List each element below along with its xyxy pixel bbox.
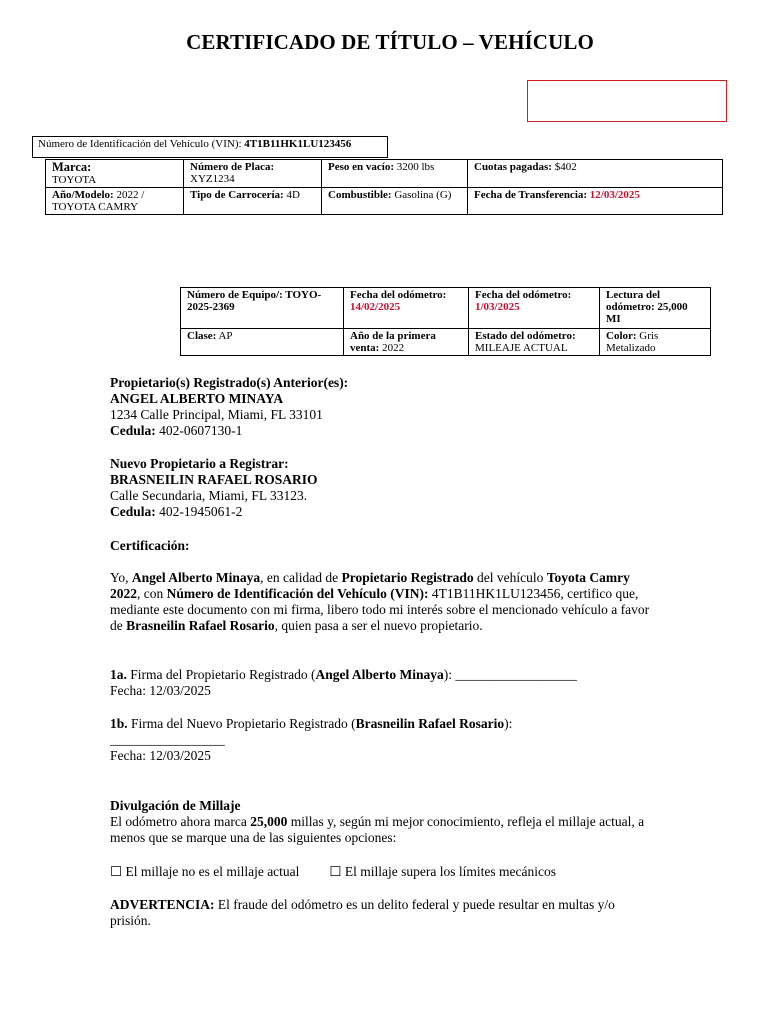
mileage-option-exceeds-limits[interactable]: ☐ El millaje supera los límites mecánicos [329, 864, 556, 879]
transferencia-cell [468, 188, 723, 215]
table-row [181, 288, 711, 329]
sig2-text: Firma del Nuevo Propietario Registrado ( [131, 716, 356, 731]
estado-cell [469, 329, 600, 356]
clase-value: AP [218, 330, 233, 342]
primera-venta-value: 2022 [382, 342, 405, 354]
sig2-date: Fecha: 12/03/2025 [110, 748, 211, 763]
new-owner-address: Calle Secundaria, Miami, FL 33123. [110, 488, 308, 503]
sig1-text: Firma del Propietario Registrado ( [130, 667, 316, 682]
carroceria-label: Tipo de Carrocería: [190, 189, 284, 201]
new-owner-section [110, 456, 655, 520]
peso-cell [322, 160, 468, 188]
new-owner-cedula: 402-1945061-2 [159, 504, 243, 519]
cert-text: , con [137, 586, 164, 601]
cert-text: 4T1B11HK1LU123456, certifico que, mediante este documento con mi firma, libero todo mi interés sobre el mencionado vehículo a favor de [110, 586, 650, 633]
marca-value: TOYOTA [52, 174, 97, 186]
cert-text: , en calidad de [260, 570, 339, 585]
carroceria-value: 4D [286, 189, 300, 201]
table-row [46, 188, 723, 215]
mileage-section [110, 798, 655, 846]
cuotas-cell [468, 160, 723, 188]
mileage-option-not-actual[interactable]: ☐ El millaje no es el millaje actual [110, 864, 300, 879]
transferencia-value: 12/03/2025 [589, 189, 640, 201]
cert-vehicle: Toyota Camry 2022 [110, 570, 630, 601]
mileage-text: El odómetro ahora marca [110, 814, 247, 829]
sig1-num: 1a. [110, 667, 127, 682]
cert-heading-text: Certificación: [110, 538, 190, 553]
signature-2 [110, 716, 655, 764]
sig2-name: Brasneilin Rafael Rosario [355, 716, 505, 731]
cert-prev-owner: Angel Alberto Minaya [131, 570, 261, 585]
anio-cell [46, 188, 184, 215]
placa-cell [184, 160, 322, 188]
prev-owner-address: 1234 Calle Principal, Miami, FL 33101 [110, 407, 323, 422]
peso-value: 3200 lbs [396, 161, 435, 173]
equipo-cell [181, 288, 344, 329]
estado-value: MILEAJE ACTUAL [475, 342, 568, 354]
marca-label: Marca: [52, 160, 92, 174]
warning-section [110, 897, 655, 929]
color-cell [600, 329, 711, 356]
odo-fecha2-value: 1/03/2025 [475, 301, 520, 313]
cert-new-owner: Brasneilin Rafael Rosario [126, 618, 275, 633]
sig2-num: 1b. [110, 716, 128, 731]
prev-owner-section [110, 375, 655, 439]
mileage-heading: Divulgación de Millaje [110, 798, 241, 813]
marca-cell [46, 160, 184, 188]
combustible-value: Gasolina (G) [394, 189, 452, 201]
mileage-text: millas y, según mi mejor conocimiento, refleja el millaje actual, a menos que se marque una de las siguientes opciones: [110, 814, 645, 845]
odometer-table [180, 287, 711, 356]
prev-owner-heading: Propietario(s) Registrado(s) Anterior(es): [110, 375, 349, 390]
table-row [46, 160, 723, 188]
sig2-close: ): [504, 716, 513, 731]
odo-fecha1-label: Fecha del odómetro: [350, 289, 447, 301]
lectura-cell [600, 288, 711, 329]
odo-fecha2-cell [469, 288, 600, 329]
table-row [181, 329, 711, 356]
cert-role: Propietario Registrado [341, 570, 474, 585]
mileage-value: 25,000 [250, 814, 288, 829]
new-owner-heading: Nuevo Propietario a Registrar: [110, 456, 289, 471]
signature-1 [110, 667, 655, 699]
prev-owner-cedula-label: Cedula: [110, 423, 156, 438]
odo-fecha1-value: 14/02/2025 [350, 301, 401, 313]
cuotas-label: Cuotas pagadas: [474, 161, 552, 173]
lectura-label: Lectura del odómetro: 25,000 MI [606, 289, 688, 325]
vehicle-info-table [45, 159, 723, 215]
sig2-line: _________________ [110, 732, 225, 747]
vin-value: 4T1B11HK1LU123456 [244, 138, 352, 150]
cert-vin-label: Número de Identificación del Vehículo (VIN): [166, 586, 429, 601]
color-value-2: Metalizado [606, 342, 656, 354]
primera-venta-cell [344, 329, 469, 356]
cert-text: , quien pasa a ser el nuevo propietario. [274, 618, 483, 633]
estado-label: Estado del odómetro: [475, 330, 576, 342]
cert-text: del vehículo [476, 570, 544, 585]
stamp-box [527, 80, 727, 122]
combustible-cell [322, 188, 468, 215]
sig1-line: ): __________________ [443, 667, 577, 682]
placa-label: Número de Placa: [190, 161, 275, 173]
new-owner-name: BRASNEILIN RAFAEL ROSARIO [110, 472, 318, 487]
vin-label: Número de Identificación del Vehículo (VIN): [38, 138, 242, 150]
new-owner-cedula-label: Cedula: [110, 504, 156, 519]
cuotas-value: $402 [554, 161, 577, 173]
placa-value: XYZ1234 [190, 173, 235, 185]
odo-fecha2-label: Fecha del odómetro: [475, 289, 572, 301]
document-title: CERTIFICADO DE TÍTULO – VEHÍCULO [186, 30, 594, 54]
mileage-options [110, 864, 655, 880]
color-label: Color: [606, 330, 637, 342]
anio-model: TOYOTA CAMRY [52, 201, 139, 213]
cert-paragraph [110, 570, 655, 634]
equipo-label: Número de Equipo/: TOYO-2025-2369 [187, 289, 322, 313]
warning-label: ADVERTENCIA: [110, 897, 215, 912]
anio-value: 2022 / [116, 189, 145, 201]
vin-box [32, 136, 388, 158]
transferencia-label: Fecha de Transferencia: [474, 189, 588, 201]
clase-cell [181, 329, 344, 356]
warning-text: El fraude del odómetro es un delito federal y puede resultar en multas y/o prisión. [110, 897, 615, 928]
cert-text: Yo, [110, 570, 129, 585]
peso-label: Peso en vacío: [328, 161, 394, 173]
prev-owner-cedula: 402-0607130-1 [159, 423, 243, 438]
clase-label: Clase: [187, 330, 217, 342]
odo-fecha1-cell [344, 288, 469, 329]
cert-heading [110, 538, 655, 554]
combustible-label: Combustible: [328, 189, 392, 201]
sig1-name: Angel Alberto Minaya [315, 667, 444, 682]
color-value: Gris [639, 330, 659, 342]
anio-label: Año/Modelo: [52, 189, 114, 201]
primera-venta-label: Año de la primera venta: [350, 330, 436, 354]
prev-owner-name: ANGEL ALBERTO MINAYA [110, 391, 284, 406]
carroceria-cell [184, 188, 322, 215]
sig1-date: Fecha: 12/03/2025 [110, 683, 211, 698]
